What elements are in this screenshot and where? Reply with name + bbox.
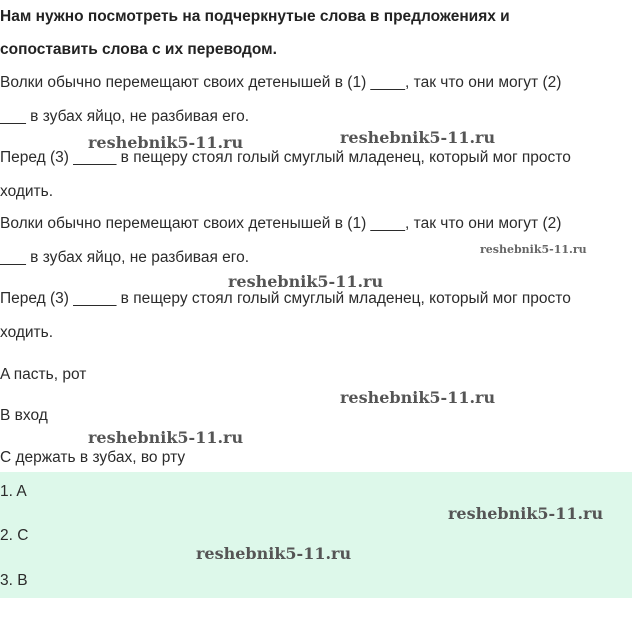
- intro-line-2: сопоставить слова с их переводом.: [0, 41, 277, 58]
- sentence-line: Волки обычно перемещают своих детенышей в (1) ____, так что они могут (2): [0, 215, 562, 232]
- watermark: reshebnik5-11.ru: [88, 428, 244, 447]
- watermark: reshebnik5-11.ru: [448, 504, 604, 523]
- sentence-line: ___ в зубах яйцо, не разбивая его.: [0, 249, 250, 266]
- sentence-line: Волки обычно перемещают своих детенышей в (1) ____, так что они могут (2): [0, 74, 562, 91]
- answer-3: 3. B: [0, 572, 28, 589]
- answer-2: 2. C: [0, 527, 29, 544]
- watermark: reshebnik5-11.ru: [340, 128, 496, 147]
- sentence-line: Перед (3) _____ в пещеру стоял голый смуглый младенец, который мог просто: [0, 149, 571, 166]
- watermark: reshebnik5-11.ru: [88, 133, 244, 152]
- option-b: B вход: [0, 407, 48, 424]
- sentence-line: ходить.: [0, 324, 54, 341]
- intro-line-1: Нам нужно посмотреть на подчеркнутые слова в предложениях и: [0, 8, 510, 25]
- option-c: C держать в зубах, во рту: [0, 449, 186, 466]
- sentence-line: ходить.: [0, 183, 54, 200]
- watermark: reshebnik5-11.ru: [228, 272, 384, 291]
- watermark: reshebnik5-11.ru: [480, 243, 587, 256]
- watermark: reshebnik5-11.ru: [340, 388, 496, 407]
- sentence-line: Перед (3) _____ в пещеру стоял голый смуглый младенец, который мог просто: [0, 290, 571, 307]
- option-a: A пасть, рот: [0, 366, 87, 383]
- sentence-line: ___ в зубах яйцо, не разбивая его.: [0, 108, 250, 125]
- answer-block: [0, 472, 632, 598]
- answer-1: 1. A: [0, 483, 27, 500]
- watermark: reshebnik5-11.ru: [196, 544, 352, 563]
